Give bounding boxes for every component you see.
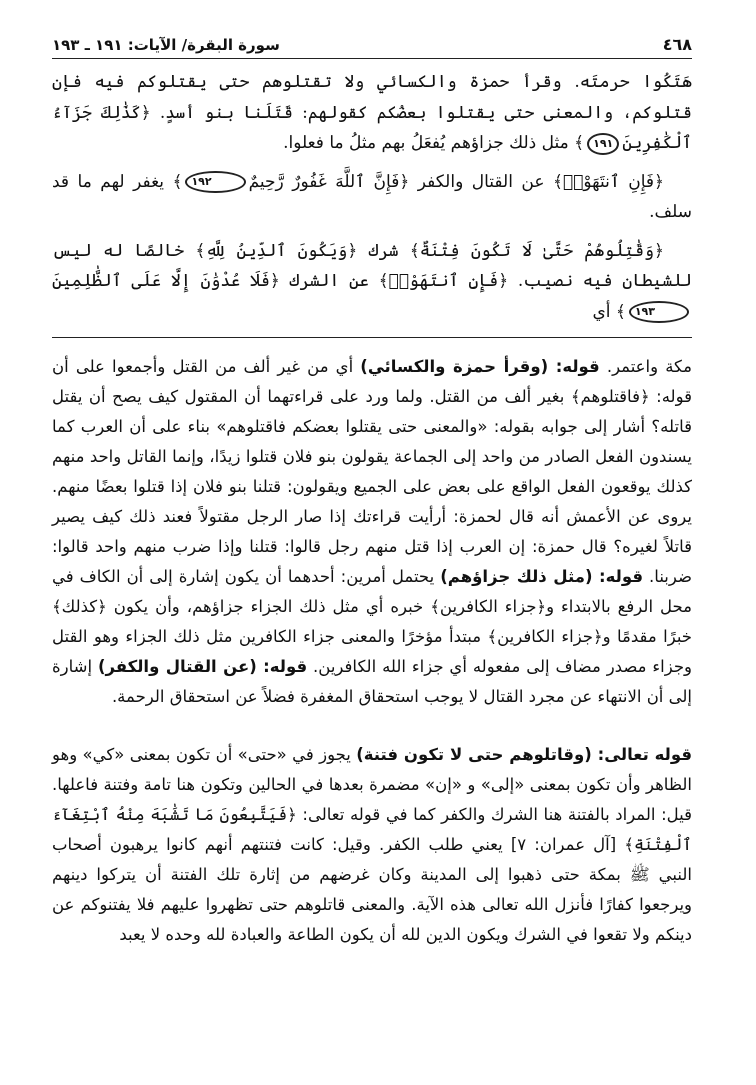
lemma-heading: قوله: (عن القتال والكفر) <box>97 657 308 676</box>
text-segment: يحتمل أمرين: أحدهما أن يكون إشارة إلى أن الكاف في محل الرفع بالابتداء و﴿جزاء الكافرين﴾ خبره أي مثل ذلك الجزاء جزاؤهم، وأن يكون ﴿كذلك﴾ خبرًا مقدمًا و﴿جزاء الكافرين﴾ مبتدأ مؤخرًا والمعنى جزاء الكافرين مثل ذلك الجزاء وهو القتل وجزاء مصدر مضاف إلى مفعوله أي جزاء الله الكافرين. <box>52 567 693 676</box>
lemma-heading: قوله تعالى: (وقاتلوهم حتى لا تكون فتنة) <box>356 745 692 764</box>
quran-bracket: ﴾ <box>615 301 626 322</box>
quran-quote: ﴿فَإِنِ ٱنتَهَوْا۟﴾ <box>378 271 509 291</box>
aya-number-ornament: ١٩١ <box>587 133 619 155</box>
lemma-heading: قوله: (وقرأ حمزة والكسائي) <box>360 357 600 376</box>
quran-quote: ﴿وَيَكُونَ ٱلدِّينُ لِلَّهِ﴾ <box>195 240 358 261</box>
quran-quote: ﴿فَإِنَّ ٱللَّهَ غَفُورٌ رَّحِيمٌ <box>248 171 410 192</box>
page-number: ٤٦٨ <box>662 35 692 54</box>
aya-number-ornament: ١٩٣ <box>629 301 689 323</box>
quran-bracket: ﴾ <box>172 171 183 192</box>
main-paragraph-3 <box>52 236 692 328</box>
text-segment: هَتَكُوا حرمتَه. وقرأ حمزة والكسائي ولا تقتلوهم حتى يقتلوكم فيه فإن قتلوكم، والمعنى حتى يقتلوا بعضُكم كقولهم: قَتَلَنا بنو أسدٍ. <box>52 72 692 123</box>
book-page <box>52 30 692 950</box>
text-segment: مثل ذلك جزاؤهم يُفعَلُ بهم مثلُ ما فعلوا. <box>283 133 575 153</box>
footnote-divider <box>52 337 692 338</box>
commentary-paragraph-2 <box>52 740 692 950</box>
text-segment: عن الشرك <box>279 271 379 291</box>
text-segment: أي من غير ألف من القتل وأجمعوا على أن قوله: ﴿فاقتلوهم﴾ بغير ألف من القتل. ولما ورد على قراءتهما أن المقتول كيف يصح أن يقتل قاتله؟ أشار إلى جوابه بقوله: «والمعنى حتى يقتلوا بعضكم فاقتلوهم» بناء على أن العرب كما يسندون الفعل الصادر من واحد إلى الجماعة يقولون بنو فلان قتلوا زيدًا، وإنما القاتل واحد منهم كذلك يوقعون الفعل الواقع على بعض على الجميع ويقولون: قتلنا بنو فلان إذا قتلوا بعضًا منهم. يروى عن الأعمش أنه قال لحمزة: أرأيت قراءتك إذا صار الرجل مقتولاً فعند ذلك كيف يصير قاتلاً لغيره؟ قال حمزة: إن العرب إذا قتل منهم رجل قالوا: قتلنا وإذا ضرب منهم واحد قالوا: ضربنا. <box>52 357 693 586</box>
text-segment: أي <box>592 301 616 322</box>
main-paragraph-1 <box>52 67 692 159</box>
text-segment: [آل عمران: ٧] يعني طلب الكفر. وقيل: كانت فتنتهم أنهم كانوا يرهبون أصحاب النبي ﷺ بمكة حتى ذهبوا إلى المدينة وكان غرضهم من إثارة تلك الفتنة أن يتركوا دينهم ويرجعوا كفارًا فأنزل الله تعالى هذه الآية. والمعنى قاتلوهم حتى تظهروا عليهم فلا يفتنوكم عن دينكم ولا تقعوا في الشرك ويكون الدين لله أن يكون الطاعة والعبادة لله وحده لا يعبد <box>52 835 692 944</box>
main-tafsir-text <box>52 67 692 327</box>
quran-quote: ﴿فَإِنِ ٱنتَهَوْا۟﴾ <box>552 171 665 192</box>
quran-quote: ﴿فَيَتَّبِعُونَ مَا تَشَٰبَهَ مِنْهُ ٱبْتِغَآءَ ٱلْفِتْنَةِ﴾ <box>52 805 692 854</box>
text-segment: عن القتال والكفر <box>409 171 553 192</box>
quran-bracket: ﴾ <box>574 133 585 153</box>
running-header <box>52 30 692 59</box>
text-segment: يغفر لهم ما قد سلف. <box>52 171 692 222</box>
main-paragraph-2 <box>52 167 692 228</box>
text-segment: يجوز في «حتى» أن تكون بمعنى «كي» وهو الظاهر وأن تكون بمعنى «إلى» و «إن» مضمرة بعدها في الحالين وتكون هنا تامة وفتنة فاعلها. قيل: المراد بالفتنة هنا الشرك والكفر كما في قوله تعالى: <box>52 745 692 824</box>
text-segment: إشارة إلى أن الانتهاء عن مجرد القتال لا يوجب استحقاق المغفرة فضلاً عن استحقاق الرحمة. <box>52 657 692 706</box>
lemma-heading: قوله: (مثل ذلك جزاؤهم) <box>440 567 644 586</box>
aya-number-ornament: ١٩٢ <box>185 171 245 193</box>
text-segment: شرك <box>357 240 410 261</box>
surah-verses-label: سورة البقرة/ الآيات: ١٩١ ـ ١٩٣ <box>52 36 280 54</box>
quran-quote: ﴿وَقَٰتِلُوهُمْ حَتَّىٰ لَا تَكُونَ فِتْنَةٌ﴾ <box>409 240 664 261</box>
text-segment: خالصًا له ليس للشيطان فيه نصيب. <box>52 240 693 291</box>
quran-quote: ﴿فَلَا عُدْوَٰنَ إِلَّا عَلَى ٱلظَّٰلِمِينَ <box>52 271 280 291</box>
quran-quote: ﴿كَذَٰلِكَ جَزَآءُ ٱلْكَٰفِرِينَ <box>52 102 692 153</box>
commentary-text <box>52 352 692 950</box>
text-segment: مكة واعتمر. <box>599 357 692 376</box>
commentary-paragraph-1 <box>52 352 692 712</box>
